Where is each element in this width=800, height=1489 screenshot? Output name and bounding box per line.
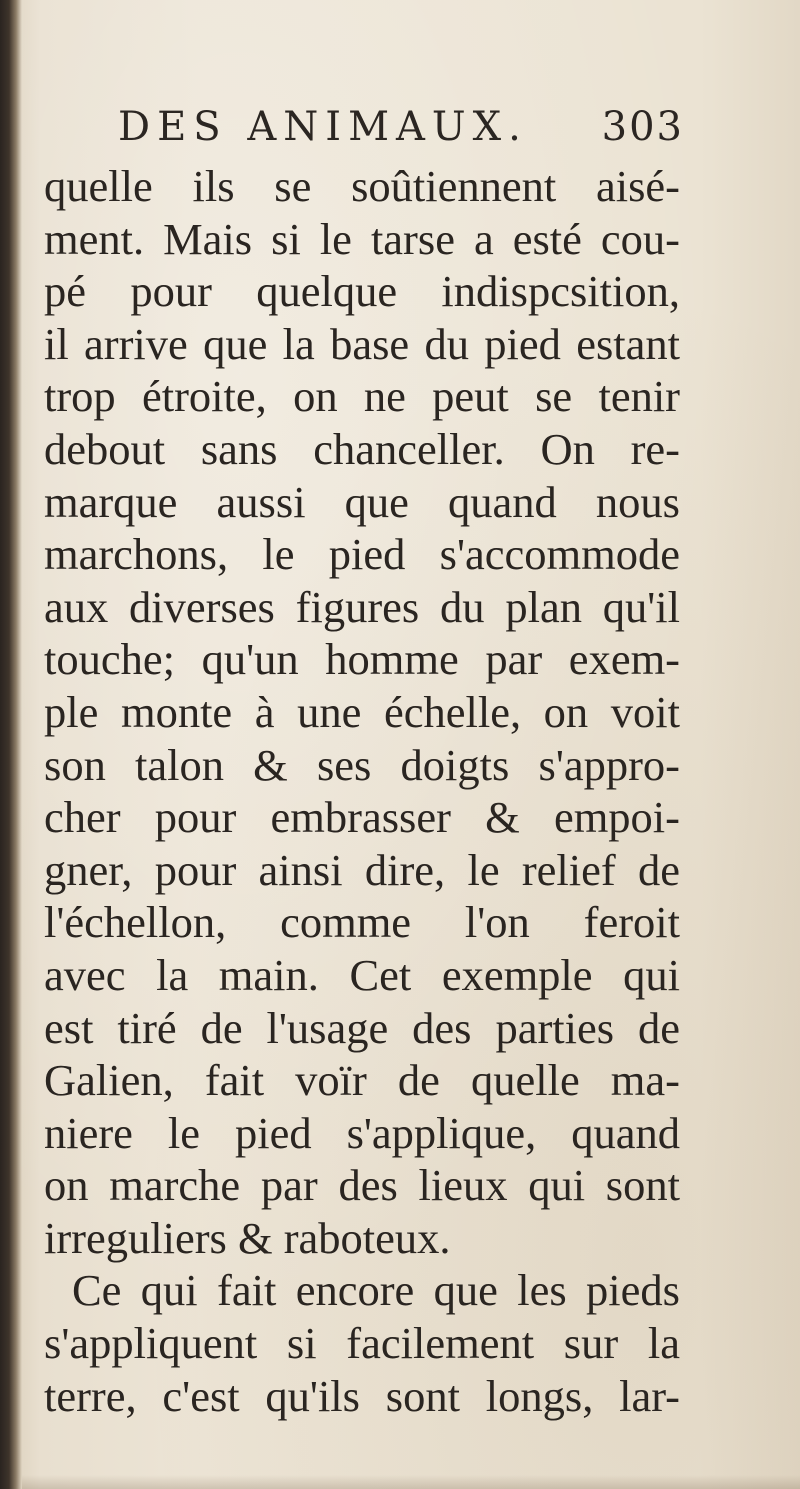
text-line: terre, c'est qu'ils sont longs, lar- xyxy=(44,1370,680,1421)
text-line: ment. Mais si le tarse a esté cou- xyxy=(44,213,680,264)
text-line: Galien, fait voïr de quelle ma- xyxy=(44,1055,680,1106)
running-head-title: DES ANIMAUX. xyxy=(118,104,528,150)
text-line: trop étroite, on ne peut se tenir xyxy=(44,371,680,422)
text-line: pé pour quelque indispcsition, xyxy=(44,266,680,317)
text-line: est tiré de l'usage des parties de xyxy=(44,1002,680,1053)
text-line: on marche par des lieux qui sont xyxy=(44,1160,680,1211)
book-gutter xyxy=(0,0,22,1489)
text-line: l'échellon, comme l'on feroit xyxy=(44,897,680,948)
text-line: debout sans chanceller. On re- xyxy=(44,423,680,474)
text-line: avec la main. Cet exemple qui xyxy=(44,949,680,1000)
text-line: cher pour embrasser & empoi- xyxy=(44,792,680,843)
text-line: marque aussi que quand nous xyxy=(44,476,680,527)
page-bottom-edge xyxy=(22,1475,800,1489)
text-line: aux diverses figures du plan qu'il xyxy=(44,581,680,632)
text-line: ple monte à une échelle, on voit xyxy=(44,686,680,737)
page-number: 303 xyxy=(601,104,684,150)
text-line: gner, pour ainsi dire, le relief de xyxy=(44,844,680,895)
paragraph-end-line: irreguliers & raboteux. xyxy=(44,1212,451,1263)
text-line: touche; qu'un homme par exem- xyxy=(44,634,680,685)
text-line: niere le pied s'applique, quand xyxy=(44,1107,680,1158)
text-line: son talon & ses doigts s'appro- xyxy=(44,739,680,790)
paragraph-start-line: Ce qui fait encore que les pieds xyxy=(72,1265,680,1316)
text-line: marchons, le pied s'accommode xyxy=(44,529,680,580)
text-line: s'appliquent si facilement sur la xyxy=(44,1318,680,1369)
body-text xyxy=(44,160,680,1422)
text-line: quelle ils se soûtiennent aisé- xyxy=(44,161,680,211)
text-line: il arrive que la base du pied estant xyxy=(44,318,680,369)
running-head xyxy=(118,104,684,156)
